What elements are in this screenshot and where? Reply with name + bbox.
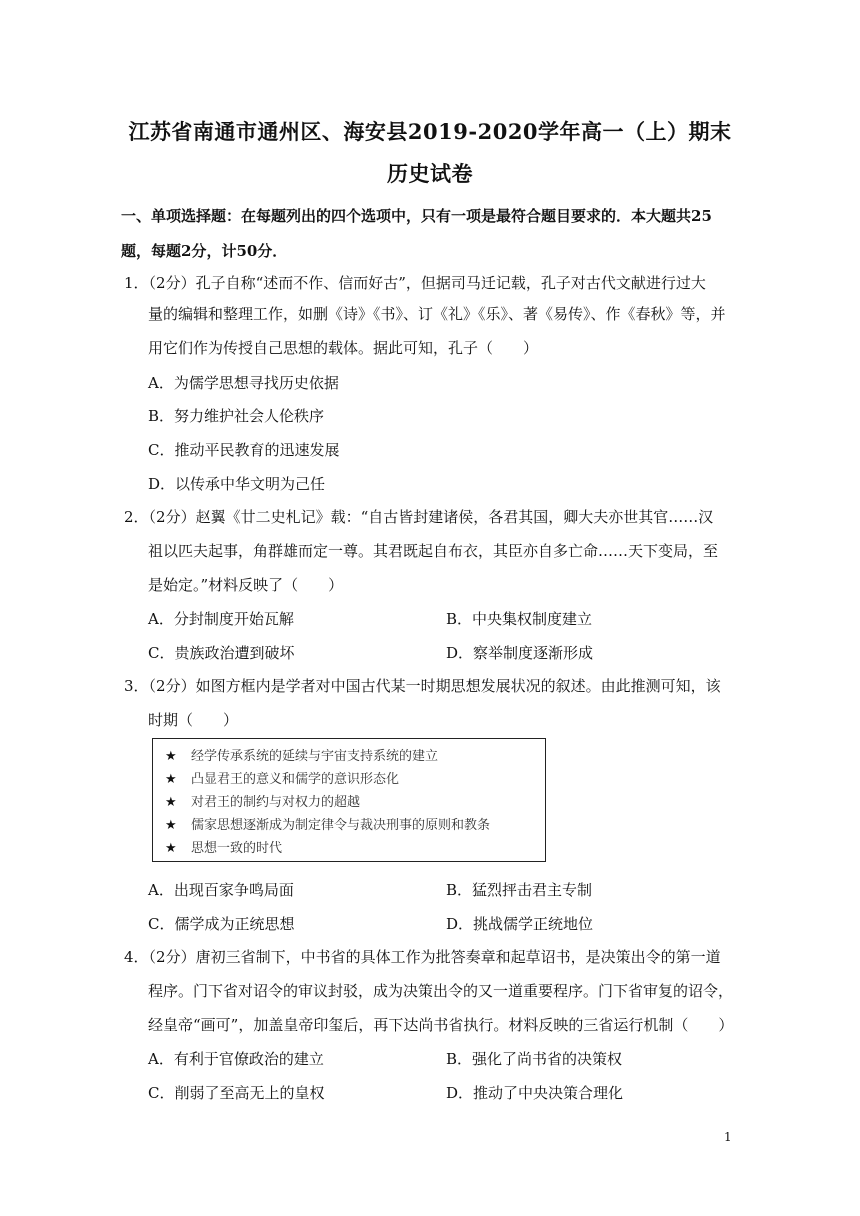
section-heading-line2: 题，每题2分，计50分． (121, 242, 288, 260)
question-1-option-a: A．为儒学思想寻找历史依据 (148, 374, 339, 392)
figure-item-text: 经学传承系统的延续与宇宙支持系统的建立 (191, 749, 439, 764)
question-4-stem-line1: 4．（2分）唐初三省制下，中书省的具体工作为批答奏章和起草诏书，是决策出令的第一道 (124, 948, 721, 966)
question-2-stem-line1: 2．（2分）赵翼《廿二史札记》载：“自古皆封建诸侯，各君其国，卿大夫亦世其官……汉 (124, 508, 714, 526)
star-icon: ★ (165, 818, 177, 833)
star-icon: ★ (165, 841, 177, 856)
figure-item-text: 凸显君王的意义和儒学的意识形态化 (191, 772, 400, 787)
exam-title-line1: 江苏省南通市通州区、海安县2019-2020学年高一（上）期末 (128, 119, 732, 144)
question-3-stem-line2: 时期（ ） (148, 711, 239, 729)
question-4-stem-line2: 程序。门下省对诏令的审议封驳，成为决策出令的又一道重要程序。门下省审复的诏令， (148, 982, 734, 1000)
question-3-figure-box (152, 738, 546, 862)
exam-title-line2: 历史试卷 (387, 161, 473, 186)
question-4-option-d: D．推动了中央决策合理化 (446, 1084, 624, 1102)
figure-item (165, 814, 545, 837)
figure-item (165, 791, 545, 814)
question-2-stem-line2: 祖以匹夫起事，角群雄而定一尊。其君既起自布衣，其臣亦自多亡命……天下变局，至 (148, 542, 719, 560)
question-2-option-a: A．分封制度开始瓦解 (148, 610, 294, 628)
question-1-option-d: D．以传承中华文明为己任 (148, 475, 326, 493)
question-1-stem-line3: 用它们作为传授自己思想的载体。据此可知，孔子（ ） (148, 339, 539, 357)
question-1-option-c: C．推动平民教育的迅速发展 (148, 441, 340, 459)
star-icon: ★ (165, 749, 177, 764)
question-1-stem-line1: 1．（2分）孔子自称“述而不作、信而好古”，但据司马迁记载，孔子对古代文献进行过大 (124, 274, 706, 292)
question-3-option-d: D．挑战儒学正统地位 (446, 915, 594, 933)
star-icon: ★ (165, 795, 177, 810)
section-heading-line1: 一、单项选择题：在每题列出的四个选项中，只有一项是最符合题目要求的．本大题共25 (121, 207, 712, 225)
question-1-stem-line2: 量的编辑和整理工作，如删《诗》《书》、订《礼》《乐》、著《易传》、作《春秋》等，并 (148, 305, 726, 323)
question-2-option-b: B．中央集权制度建立 (446, 610, 593, 628)
figure-item-text: 儒家思想逐渐成为制定律令与裁决刑事的原则和教条 (191, 818, 491, 833)
question-4-stem-line3: 经皇帝“画可”，加盖皇帝印玺后，再下达尚书省执行。材料反映的三省运行机制（ ） (148, 1016, 734, 1034)
question-3-option-a: A．出现百家争鸣局面 (148, 881, 294, 899)
figure-item-text: 对君王的制约与对权力的超越 (191, 795, 361, 810)
question-4-option-a: A．有利于官僚政治的建立 (148, 1050, 324, 1068)
question-1-option-b: B．努力维护社会人伦秩序 (148, 407, 325, 425)
figure-item (165, 745, 545, 768)
star-icon: ★ (165, 772, 177, 787)
question-2-option-c: C．贵族政治遭到破坏 (148, 644, 295, 662)
question-3-stem-line1: 3．（2分）如图方框内是学者对中国古代某一时期思想发展状况的叙述。由此推测可知，该 (124, 677, 721, 695)
figure-item-text: 思想一致的时代 (191, 841, 283, 856)
question-4-option-b: B．强化了尚书省的决策权 (446, 1050, 623, 1068)
figure-item (165, 837, 545, 860)
question-4-option-c: C．削弱了至高无上的皇权 (148, 1084, 325, 1102)
question-2-stem-line3: 是始定。”材料反映了（ ） (148, 576, 344, 594)
question-3-option-b: B．猛烈抨击君主专制 (446, 881, 593, 899)
page-number: 1 (724, 1130, 732, 1144)
question-2-option-d: D．察举制度逐渐形成 (446, 644, 594, 662)
figure-item (165, 768, 545, 791)
question-3-option-c: C．儒学成为正统思想 (148, 915, 295, 933)
